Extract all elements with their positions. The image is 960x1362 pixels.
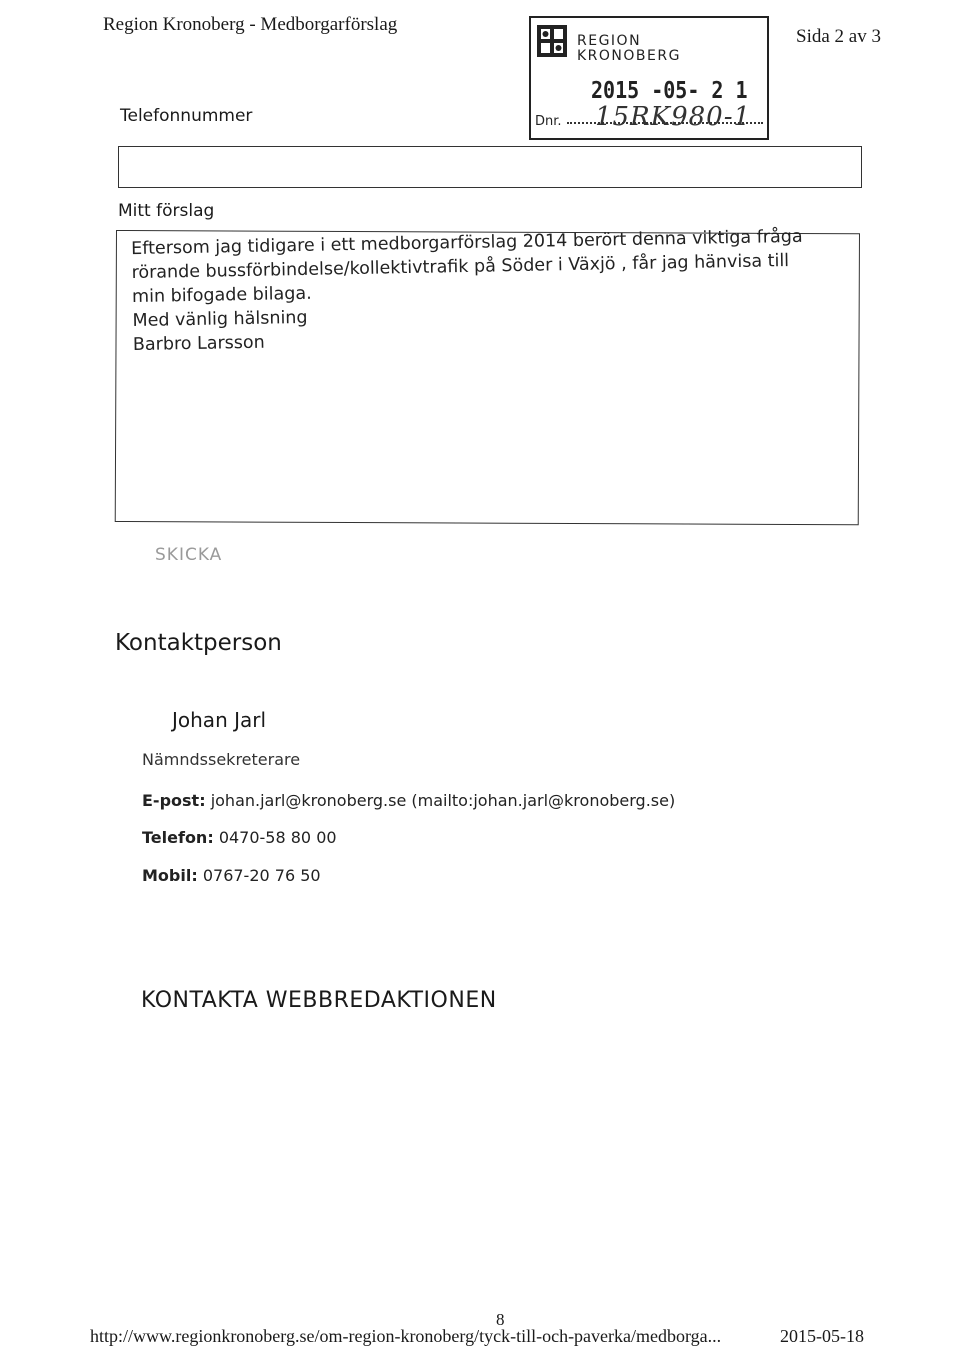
- proposal-line: Barbro Larsson: [132, 332, 265, 356]
- email-link[interactable]: johan.jarl@kronoberg.se (mailto:johan.jarl@kronoberg.se): [210, 791, 676, 810]
- contact-phone: [142, 828, 337, 847]
- stamp-dnr-value: 15RK980-1: [595, 102, 752, 132]
- email-label: E-post:: [142, 791, 206, 810]
- stamp-date: 2015 -05- 2 1: [591, 76, 748, 104]
- print-header-title: Region Kronoberg - Medborgarförslag: [103, 14, 398, 35]
- stamp-org-line1: REGION: [577, 33, 642, 49]
- proposal-label: Mitt förslag: [118, 201, 215, 221]
- contact-mobile: [142, 866, 321, 885]
- phone-number-value: 0470-58 80 00: [218, 828, 337, 847]
- contact-name: Johan Jarl: [172, 708, 267, 732]
- region-logo-icon: [537, 25, 567, 57]
- handwritten-page-number: 8: [496, 1310, 505, 1329]
- stamp-org-name: [577, 34, 681, 64]
- proposal-line: Med vänlig hälsning: [132, 307, 308, 332]
- proposal-text: [131, 224, 831, 357]
- contact-role: Nämndssekreterare: [142, 750, 301, 769]
- received-stamp: [529, 16, 769, 140]
- proposal-line: min bifogade bilaga.: [131, 283, 312, 308]
- contact-email: [142, 791, 675, 810]
- phone-label: Telefonnummer: [120, 106, 253, 126]
- phone-number-label: Telefon:: [142, 828, 214, 847]
- stamp-dnr-label: Dnr.: [535, 114, 562, 129]
- proposal-textarea[interactable]: [115, 226, 860, 525]
- phone-field[interactable]: [118, 146, 862, 188]
- contact-heading: Kontaktperson: [115, 630, 282, 656]
- mobile-label: Mobil:: [142, 866, 198, 885]
- proposal-line: Eftersom jag tidigare i ett medborgarförslag 2014 berört denna viktiga fråga: [131, 226, 803, 260]
- webb-contact-heading: KONTAKTA WEBBREDAKTIONEN: [141, 988, 497, 1013]
- page-count: Sida 2 av 3: [796, 26, 881, 47]
- footer-date: 2015-05-18: [780, 1326, 864, 1346]
- submit-button[interactable]: SKICKA: [155, 545, 223, 565]
- footer-url: http://www.regionkronoberg.se/om-region-kronoberg/tyck-till-och-paverka/medborga...: [90, 1326, 722, 1346]
- mobile-value: 0767-20 76 50: [202, 866, 321, 885]
- proposal-line: rörande bussförbindelse/kollektivtrafik på Söder i Växjö , får jag hänvisa till: [131, 251, 790, 284]
- stamp-org-line2: KRONOBERG: [577, 48, 681, 64]
